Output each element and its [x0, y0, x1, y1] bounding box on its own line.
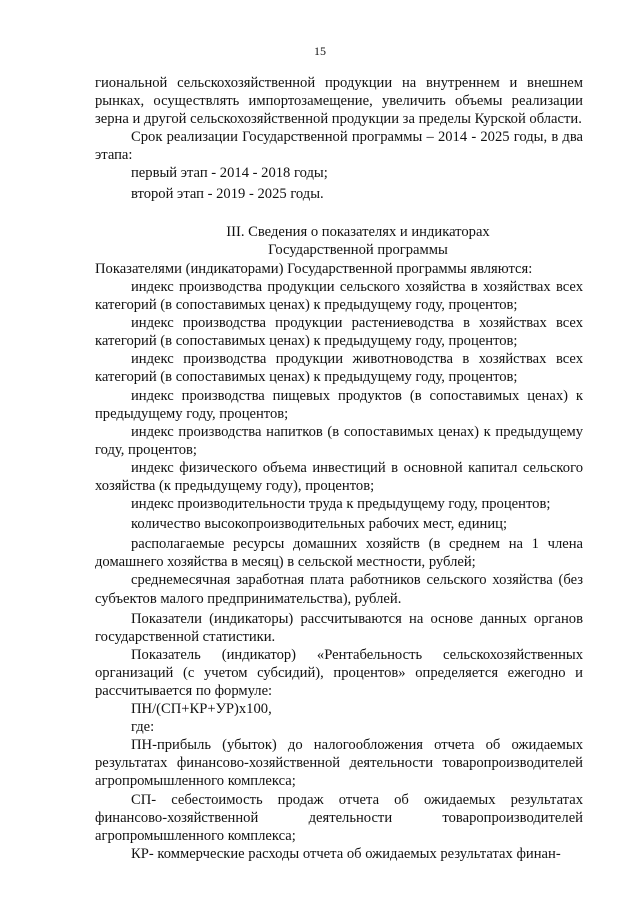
stage-second: второй этап - 2019 - 2025 годы. [131, 185, 324, 202]
indicator-item: среднемесячная заработная плата работников сельского хозяйства (без субъектов малого предпринимательства), рублей. [95, 572, 583, 607]
indicator-item: индекс производства продукции растениеводства в хозяйствах всех категорий (в сопоставимых ценах) к предыдущему году, процентов; [95, 315, 583, 350]
document-body [95, 74, 583, 863]
section-heading [133, 223, 583, 260]
paragraph-program-period: Срок реализации Государственной программы – 2014 - 2025 годы, в два этапа: [95, 129, 583, 164]
definition-item: ПН-прибыль (убыток) до налогообложения отчета об ожидаемых результатах финансово-хозяйственной деятельности товаропроизводителей агропромышленного комплекса; [95, 737, 583, 790]
indicators-intro: Показателями (индикаторами) Государственной программы являются: [95, 260, 533, 277]
indicator-item: индекс производства напитков (в сопоставимых ценах) к предыдущему году, процентов; [95, 423, 583, 458]
formula-where: где: [131, 719, 155, 736]
paragraph-formula-intro: Показатель (индикатор) «Рентабельность сельскохозяйственных организаций (с учетом субсидий), процентов» определяется ежегодно и рассчитывается по формуле: [95, 646, 583, 699]
stage-first: первый этап - 2014 - 2018 годы; [131, 165, 328, 182]
page-number: 15 [314, 44, 326, 58]
indicator-item: индекс физического объема инвестиций в основной капитал сельского хозяйства (к предыдущему году), процентов; [95, 459, 583, 494]
indicator-item: количество высокопроизводительных рабочих мест, единиц; [131, 516, 508, 533]
paragraph-data-basis: Показатели (индикаторы) рассчитываются на основе данных органов государственной статистики. [95, 610, 583, 645]
definition-item: КР- коммерческие расходы отчета об ожидаемых результатах финан- [131, 845, 561, 862]
section-title-line-1: III. Сведения о показателях и индикаторах [226, 223, 490, 240]
paragraph-continuation: гиональной сельскохозяйственной продукции на внутреннем и внешнем рынках, осуществлять импортозамещение, увеличить объемы реализации зерна и другой сельскохозяйственной продукции за пределы Курской области. [95, 75, 583, 128]
indicator-item: располагаемые ресурсы домашних хозяйств (в среднем на 1 члена домашнего хозяйства в месяц) в сельской местности, рублей; [95, 536, 583, 571]
indicator-item: индекс производства продукции сельского хозяйства в хозяйствах всех категорий (в сопоставимых ценах) к предыдущему году, процентов; [95, 278, 583, 314]
section-title-line-2: Государственной программы [268, 242, 448, 259]
definition-item: СП- себестоимость продаж отчета об ожидаемых результатах финансово-хозяйственной деятельности товаропроизводителей агропромышленного комплекса; [95, 791, 583, 844]
indicator-item: индекс производства пищевых продуктов (в сопоставимых ценах) к предыдущему году, процентов; [95, 387, 583, 422]
indicator-item: индекс производства продукции животноводства в хозяйствах всех категорий (в сопоставимых ценах) к предыдущему году, процентов; [95, 351, 583, 386]
formula: ПН/(СП+КР+УР)х100, [131, 701, 272, 718]
indicator-item: индекс производительности труда к предыдущему году, процентов; [131, 496, 551, 513]
